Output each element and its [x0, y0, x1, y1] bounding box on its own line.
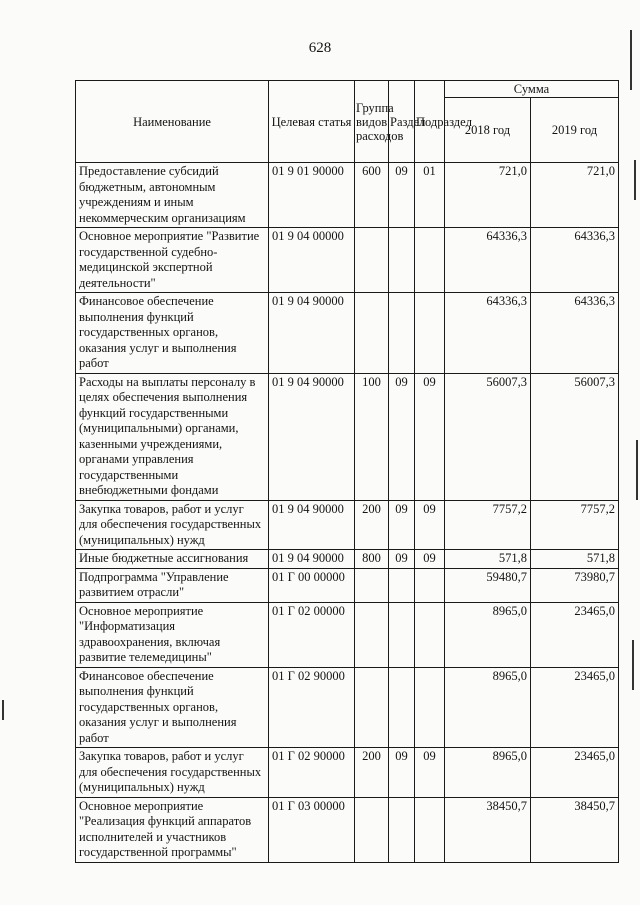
table-header	[76, 81, 619, 163]
row-expense-group	[355, 797, 389, 862]
row-value-2018: 571,8	[445, 550, 531, 569]
row-expense-group	[355, 228, 389, 293]
header-sum: Сумма	[445, 81, 619, 98]
row-target-article: 01 9 04 90000	[269, 500, 355, 550]
row-section: 09	[389, 500, 415, 550]
header-target-article: Целевая статья	[269, 81, 355, 163]
row-value-2018: 7757,2	[445, 500, 531, 550]
table-row	[76, 568, 619, 602]
page-number: 628	[308, 40, 332, 56]
table-row	[76, 748, 619, 798]
row-subsection: 09	[415, 550, 445, 569]
row-value-2019: 64336,3	[531, 228, 619, 293]
row-target-article: 01 Г 02 90000	[269, 667, 355, 748]
row-target-article: 01 Г 02 90000	[269, 748, 355, 798]
row-subsection	[415, 602, 445, 667]
row-name: Основное мероприятие "Реализация функций аппаратов исполнителей и участников государственной программы"	[76, 797, 269, 862]
scan-mark	[630, 30, 632, 90]
row-section	[389, 293, 415, 374]
table-row	[76, 550, 619, 569]
row-subsection	[415, 293, 445, 374]
row-name: Закупка товаров, работ и услуг для обеспечения государственных (муниципальных) нужд	[76, 500, 269, 550]
header-year-2019: 2019 год	[531, 98, 619, 163]
row-name: Финансовое обеспечение выполнения функций государственных органов, оказания услуг и выполнения работ	[76, 667, 269, 748]
row-subsection: 09	[415, 748, 445, 798]
row-expense-group	[355, 293, 389, 374]
row-expense-group	[355, 602, 389, 667]
header-subsection: Подраздел	[415, 81, 445, 163]
table-row	[76, 667, 619, 748]
row-subsection: 01	[415, 163, 445, 228]
row-target-article: 01 9 04 90000	[269, 550, 355, 569]
row-name: Основное мероприятие "Информатизация здравоохранения, включая развитие телемедицины"	[76, 602, 269, 667]
row-value-2018: 8965,0	[445, 667, 531, 748]
table-row	[76, 602, 619, 667]
row-value-2019: 23465,0	[531, 748, 619, 798]
row-name: Основное мероприятие "Развитие государственной судебно-медицинской экспертной деятельности"	[76, 228, 269, 293]
table-row	[76, 797, 619, 862]
row-value-2019: 23465,0	[531, 667, 619, 748]
header-expense-group: Группа видов расходов	[355, 81, 389, 163]
row-expense-group: 800	[355, 550, 389, 569]
row-section	[389, 228, 415, 293]
row-value-2019: 721,0	[531, 163, 619, 228]
row-value-2018: 59480,7	[445, 568, 531, 602]
row-value-2019: 571,8	[531, 550, 619, 569]
row-expense-group	[355, 667, 389, 748]
row-value-2018: 38450,7	[445, 797, 531, 862]
row-expense-group: 600	[355, 163, 389, 228]
row-name: Иные бюджетные ассигнования	[76, 550, 269, 569]
table-row	[76, 293, 619, 374]
row-section: 09	[389, 373, 415, 500]
row-expense-group	[355, 568, 389, 602]
row-target-article: 01 9 04 00000	[269, 228, 355, 293]
row-subsection	[415, 667, 445, 748]
scan-mark	[636, 440, 638, 500]
table-row	[76, 500, 619, 550]
header-name: Наименование	[76, 81, 269, 163]
row-value-2019: 56007,3	[531, 373, 619, 500]
row-expense-group: 200	[355, 500, 389, 550]
row-value-2018: 64336,3	[445, 293, 531, 374]
budget-table	[75, 80, 619, 863]
header-year-2018: 2018 год	[445, 98, 531, 163]
row-subsection: 09	[415, 500, 445, 550]
table-body	[76, 163, 619, 863]
row-name: Расходы на выплаты персоналу в целях обеспечения выполнения функций государственными (муниципальными) органами, казенными учреждениями, органами управления государственными внебюджетными фондами	[76, 373, 269, 500]
row-target-article: 01 9 01 90000	[269, 163, 355, 228]
header-section: Раздел	[389, 81, 415, 163]
table-row	[76, 228, 619, 293]
row-subsection	[415, 797, 445, 862]
row-target-article: 01 9 04 90000	[269, 373, 355, 500]
row-section: 09	[389, 550, 415, 569]
row-name: Финансовое обеспечение выполнения функций государственных органов, оказания услуг и выполнения работ	[76, 293, 269, 374]
row-section	[389, 568, 415, 602]
row-value-2019: 64336,3	[531, 293, 619, 374]
row-subsection: 09	[415, 373, 445, 500]
table-row	[76, 163, 619, 228]
table-row	[76, 373, 619, 500]
scan-mark	[634, 160, 636, 200]
row-section	[389, 667, 415, 748]
row-value-2018: 721,0	[445, 163, 531, 228]
scan-mark	[632, 640, 634, 690]
row-subsection	[415, 568, 445, 602]
row-value-2019: 73980,7	[531, 568, 619, 602]
row-value-2019: 7757,2	[531, 500, 619, 550]
row-target-article: 01 Г 00 00000	[269, 568, 355, 602]
row-section	[389, 602, 415, 667]
row-expense-group: 100	[355, 373, 389, 500]
row-expense-group: 200	[355, 748, 389, 798]
row-section	[389, 797, 415, 862]
row-value-2018: 8965,0	[445, 748, 531, 798]
row-value-2019: 38450,7	[531, 797, 619, 862]
row-target-article: 01 Г 03 00000	[269, 797, 355, 862]
row-value-2018: 8965,0	[445, 602, 531, 667]
row-section: 09	[389, 163, 415, 228]
row-value-2019: 23465,0	[531, 602, 619, 667]
row-subsection	[415, 228, 445, 293]
row-target-article: 01 Г 02 00000	[269, 602, 355, 667]
row-section: 09	[389, 748, 415, 798]
row-name: Закупка товаров, работ и услуг для обеспечения государственных (муниципальных) нужд	[76, 748, 269, 798]
scan-mark	[2, 700, 4, 720]
row-target-article: 01 9 04 90000	[269, 293, 355, 374]
row-value-2018: 64336,3	[445, 228, 531, 293]
row-name: Подпрограмма "Управление развитием отрасли"	[76, 568, 269, 602]
row-name: Предоставление субсидий бюджетным, автономным учреждениям и иным некоммерческим организациям	[76, 163, 269, 228]
row-value-2018: 56007,3	[445, 373, 531, 500]
